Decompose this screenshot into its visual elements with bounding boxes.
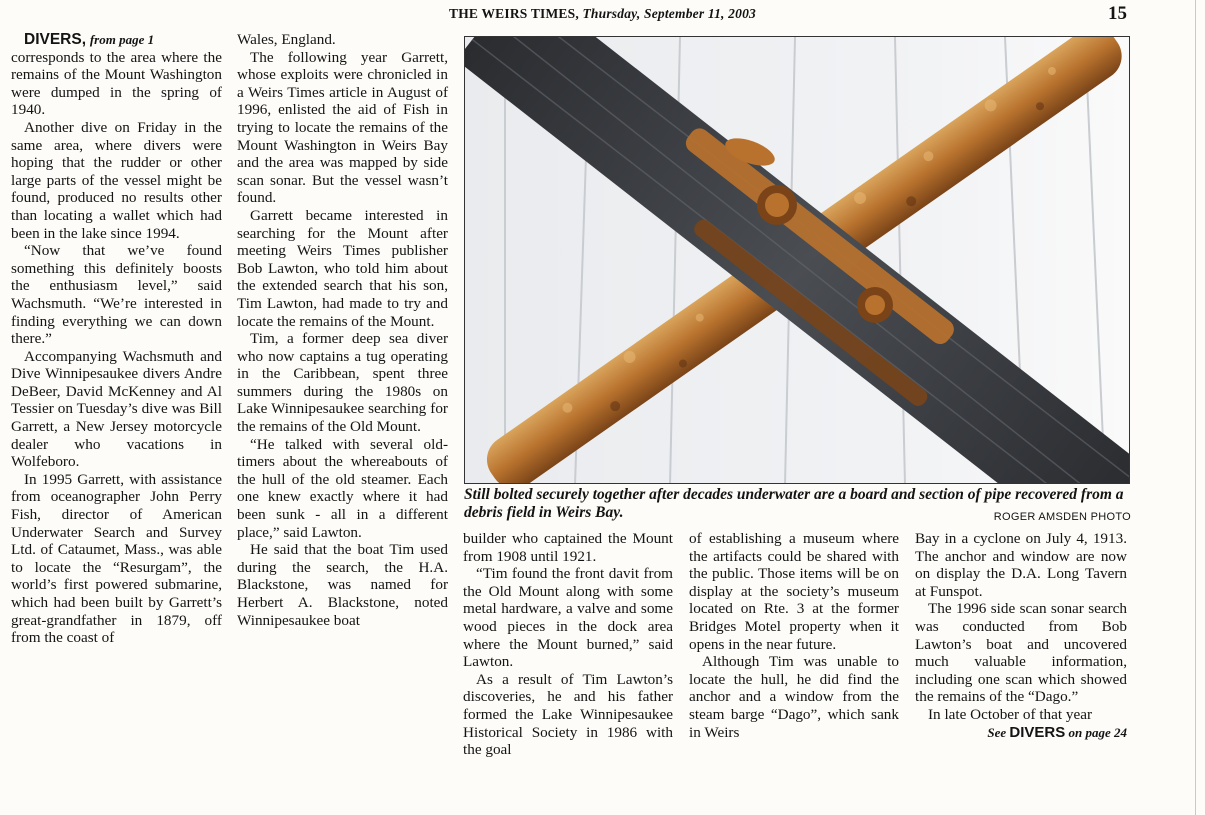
jump-from: from page 1 — [89, 32, 155, 47]
paragraph: of establishing a museum where the artifacts could be shared with the public. Those items will be on display at the society’s museum located on Rte. 3 at the former Bridges Motel property when it opens in the near future. — [689, 530, 899, 653]
paragraph: Bay in a cyclone on July 4, 1913. The anchor and window are now on display the D.A. Long Tavern at Funspot. — [915, 530, 1127, 600]
jump-to-line — [915, 724, 1127, 742]
paragraph: Tim, a former deep sea diver who now captains a tug operating in the Caribbean, spent three summers during the 1980s on Lake Winnipesaukee searching for the remains of the Old Mount. — [237, 330, 448, 436]
issue-date: Thursday, September 11, 2003 — [582, 6, 756, 21]
photo-caption: Still bolted securely together after decades underwater are a board and section of pipe recovered from a debris field in Weirs Bay. — [464, 486, 1124, 521]
publication-name: THE WEIRS TIMES, — [449, 6, 579, 21]
jump-to-page: on page 24 — [1068, 724, 1127, 740]
paragraph: “Now that we’ve found something this definitely boosts the enthusiasm level,” said Wachsmuth. “We’re interested in finding everything we can down there.” — [11, 242, 222, 348]
paragraph: The 1996 side scan sonar search was conducted from Bob Lawton’s boat and uncovered much valuable information, including one scan which showed the remains of the “Dago.” — [915, 600, 1127, 706]
photo-image — [465, 37, 1130, 484]
paragraph: “Tim found the front davit from the Old Mount along with some metal hardware, a valve and some wood pieces in the dock area where the Mount burned,” said Lawton. — [463, 565, 673, 671]
paragraph: As a result of Tim Lawton’s discoveries, he and his father formed the Lake Winnipesaukee Historical Society in 1986 with the goal — [463, 670, 673, 759]
paragraph: In late October of that year — [928, 705, 1093, 723]
jump-to-prefix: See — [987, 724, 1007, 740]
jump-head — [11, 31, 222, 49]
paragraph: In 1995 Garrett, with assistance from oceanographer John Perry Fish, director of American Underwater Search and Survey Ltd. of Cataumet, Mass., was able to locate the “Resurgam”, the world’s first powered submarine, which had been built by Garrett’s great-grandfather in 1879, off from the coast of — [11, 470, 222, 647]
article-column-1 — [11, 31, 222, 647]
paragraph: Another dive on Friday in the same area, where divers were hoping that the rudder or other large parts of the vessel might be found, produced no results other than locating a wallet which had been in the lake since 1994. — [11, 118, 222, 242]
paragraph: Although Tim was unable to locate the hull, he did find the anchor and a window from the steam barge “Dago”, which sank in Weirs — [689, 653, 899, 741]
article-column-4 — [689, 530, 899, 741]
paragraph: He said that the boat Tim used during the search, the H.A. Blackstone, was named for Herbert A. Blackstone, noted Winnipesaukee boat — [237, 541, 448, 629]
page-number: 15 — [1108, 3, 1127, 24]
article-photo — [464, 36, 1130, 484]
page-edge-divider — [1195, 0, 1196, 815]
page-header — [0, 4, 1205, 26]
article-column-2 — [237, 31, 448, 629]
article-column-5 — [915, 530, 1127, 741]
paragraph: Garrett became interested in searching for the Mount after meeting Weirs Times publisher Bob Lawton, who told him about the extended search that his son, Tim Lawton, had made to try and locate the remains of the Mount. — [237, 206, 448, 330]
paragraph: Accompanying Wachsmuth and Dive Winnipesaukee divers Andre DeBeer, David McKenney and Al Tessier on Tuesday’s dive was Bill Garrett, a New Jersey motorcycle dealer who vacations in Wolfeboro. — [11, 347, 222, 471]
masthead — [0, 6, 1205, 22]
paragraph: The following year Garrett, whose exploits were chronicled in a Weirs Times article in August of 1996, enlisted the aid of Fish in trying to locate the remains of the Mount Washington in Weirs Bay and the area was mapped by side scan sonar. But the vessel wasn’t found. — [237, 48, 448, 207]
photo-credit: ROGER AMSDEN PHOTO — [993, 511, 1131, 523]
paragraph: “He talked with several old-timers about the whereabouts of the hull of the old steamer. Each one knew exactly where it had been sunk - all in a different place,” said Lawton. — [237, 435, 448, 541]
jump-to-keyword: DIVERS — [1009, 723, 1066, 741]
article-column-3 — [463, 530, 673, 759]
paragraph: corresponds to the area where the remains of the Mount Washington were dumped in the spring of 1940. — [11, 48, 222, 119]
paragraph: Wales, England. — [237, 31, 336, 48]
paragraph: builder who captained the Mount from 1908 until 1921. — [463, 530, 673, 565]
jump-keyword: DIVERS, — [24, 31, 87, 48]
